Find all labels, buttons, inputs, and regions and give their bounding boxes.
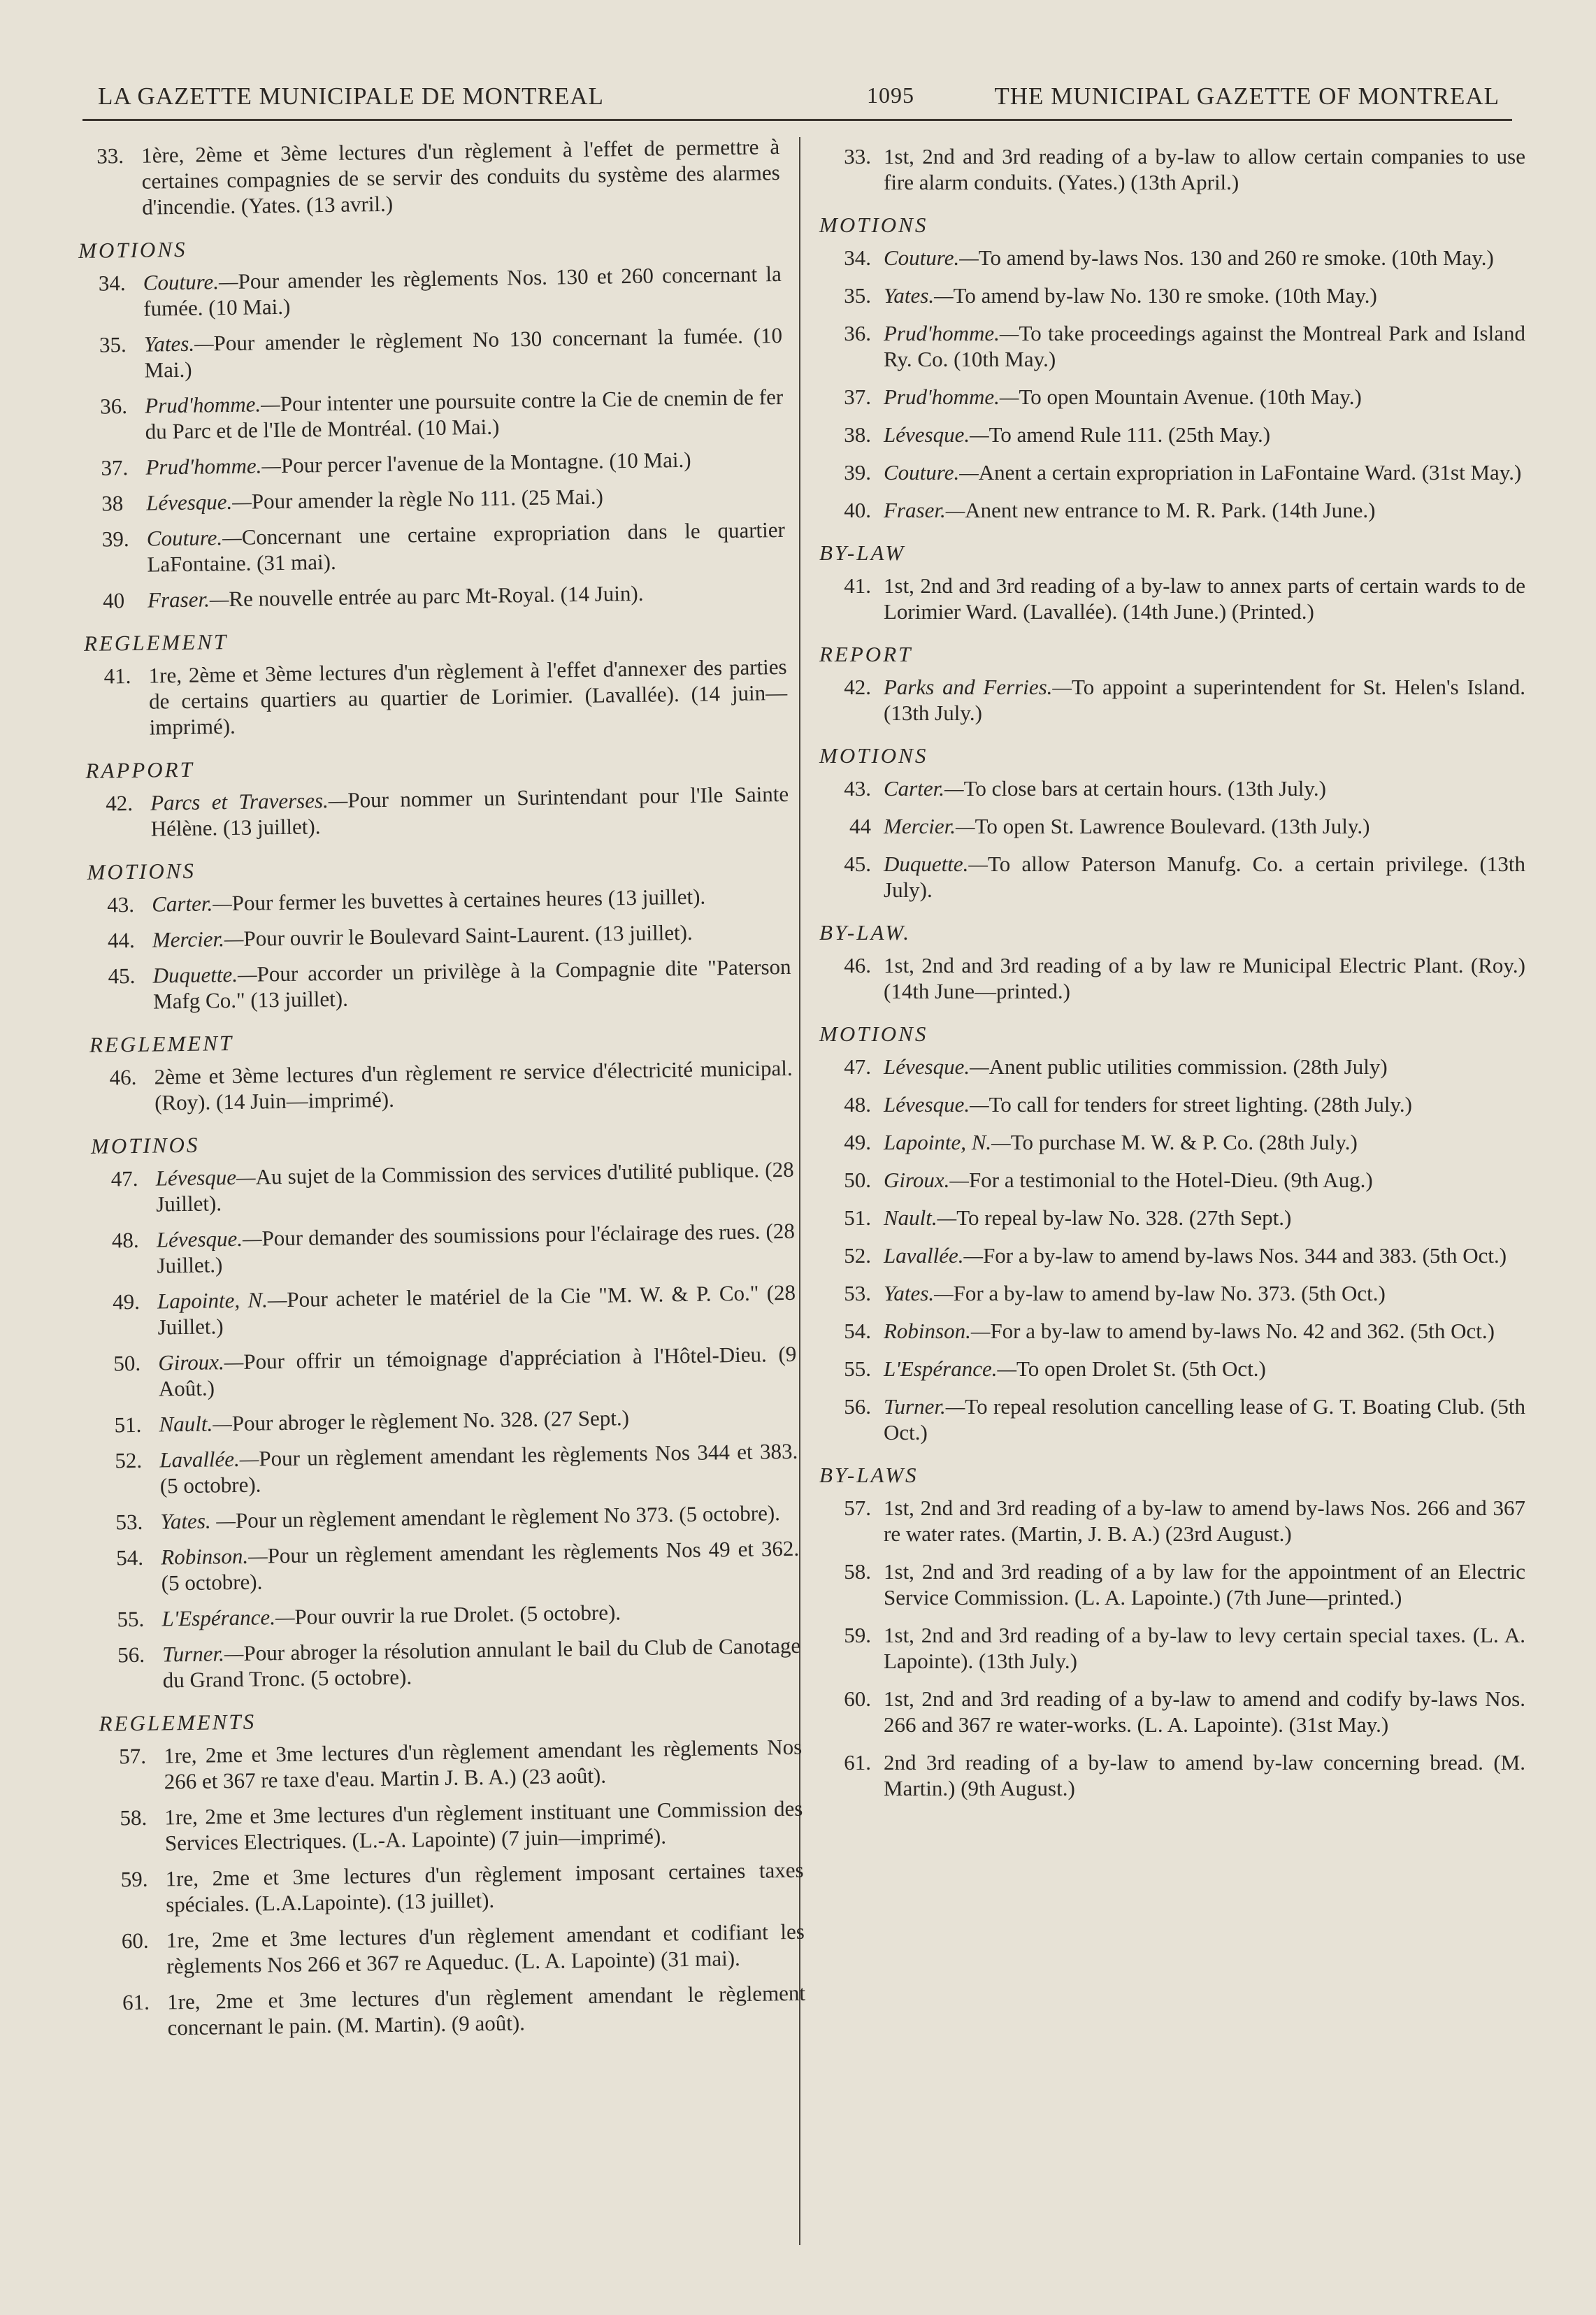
agenda-item: [819, 1242, 1525, 1268]
item-body: 1re, 2me et 3me lectures d'un règlement amendant et codifiant les règlements Nos 266 et 367 re Aqueduc. (L. A. Lapointe) (31 mai).: [166, 1919, 805, 1979]
item-number: 46.: [844, 953, 871, 977]
item-text: [884, 775, 1525, 801]
item-text: [884, 1749, 1525, 1801]
item-body: Pour accorder un privilège à la Compagnie dite "Paterson Mafg Co." (13 juillet).: [152, 954, 791, 1014]
item-body: To open St. Lawrence Boulevard. (13th July.): [975, 814, 1370, 838]
item-body: 1re, 2me et 3me lectures d'un règlement instituant une Commission des Services Electriques. (L.-A. Lapointe) (7 juin—imprimé).: [164, 1796, 803, 1856]
item-number: 43.: [106, 891, 135, 917]
agenda-item: [101, 1857, 804, 1919]
item-body: Pour percer l'avenue de la Montagne. (10 Mai.): [280, 447, 691, 478]
item-text: [145, 445, 784, 480]
item-number: 49.: [112, 1289, 141, 1314]
agenda-item: [819, 1091, 1525, 1117]
item-number: 48.: [111, 1227, 139, 1253]
item-text: [884, 1167, 1525, 1193]
item-number: 56.: [117, 1642, 145, 1668]
item-body: Re nouvelle entrée au parc Mt-Royal. (14 Juin).: [229, 580, 644, 612]
item-number: 40: [102, 588, 125, 613]
item-lead: Nault.—: [884, 1205, 957, 1230]
item-body: Pour amender le règlement No 130 concernant la fumée. (10 Mai.): [144, 322, 783, 382]
item-lead: Turner.—: [884, 1394, 965, 1419]
item-text: [155, 1156, 794, 1217]
item-text: [147, 517, 786, 578]
agenda-item: [92, 1218, 796, 1280]
item-text: [161, 1535, 800, 1596]
agenda-item: [97, 1597, 800, 1633]
agenda-item: [819, 1558, 1525, 1610]
item-lead: Prud'homme.—: [145, 391, 280, 418]
item-body: 1st, 2nd and 3rd reading of a by-law to annex parts of certain wards to de Lorimier Ward. (Lavallée). (14th June.) (Printed.): [884, 573, 1525, 624]
item-body: For a testimonial to the Hotel-Dieu. (9th Aug.): [969, 1168, 1373, 1192]
section-heading: RAPPORT: [85, 757, 195, 783]
item-text: [144, 322, 783, 383]
item-number: 36.: [844, 321, 871, 345]
item-number: 51.: [114, 1412, 142, 1438]
item-number: 51.: [844, 1205, 871, 1230]
agenda-item: [91, 1156, 794, 1218]
item-number: 36.: [100, 394, 128, 419]
item-text: [884, 459, 1525, 485]
item-lead: Robinson.—: [160, 1543, 268, 1570]
item-number: 44: [849, 814, 871, 838]
item-number: 55.: [844, 1356, 871, 1381]
section-heading: MOTIONS: [87, 858, 196, 884]
page-number: 1095: [867, 83, 914, 108]
agenda-item: [819, 245, 1525, 271]
agenda-item: [819, 775, 1525, 801]
item-text: [162, 1633, 801, 1693]
item-number: 52.: [844, 1243, 871, 1268]
item-body: To appoint a superintendent for St. Helen's Island. (13th July.): [884, 675, 1525, 725]
item-body: Pour ouvrir le Boulevard Saint-Laurent. (13 juillet).: [243, 919, 693, 951]
item-body: To purchase M. W. & P. Co. (28th July.): [1010, 1130, 1358, 1154]
item-text: [158, 1341, 797, 1402]
agenda-item: [819, 573, 1525, 624]
item-text: [146, 481, 784, 516]
item-lead: Lévesque.—: [145, 489, 252, 515]
agenda-item: [819, 1622, 1525, 1674]
item-number: 60.: [844, 1686, 871, 1711]
item-number: 37.: [844, 385, 871, 409]
item-text: [148, 654, 787, 740]
item-number: 50.: [844, 1168, 871, 1192]
agenda-item: [93, 1280, 796, 1341]
item-body: For a by-law to amend by-laws No. 42 and 362. (5th Oct.): [990, 1319, 1495, 1343]
item-body: Pour un règlement amendant les règlements Nos 49 et 362. (5 octobre).: [161, 1535, 800, 1596]
item-body: Pour offrir un témoignage d'appréciation à l'Hôtel-Dieu. (9 Août.): [158, 1341, 797, 1401]
item-number: 41.: [103, 663, 131, 689]
item-number: 57.: [118, 1743, 147, 1769]
section-heading: MOTIONS: [819, 213, 928, 237]
item-body: Pour ouvrir la rue Drolet. (5 octobre).: [294, 1600, 621, 1629]
item-body: To allow Paterson Manufg. Co. a certain privilege. (13th July).: [884, 852, 1525, 902]
item-body: 2nd 3rd reading of a by-law to amend by-law concerning bread. (M. Martin.) (9th August.): [884, 1750, 1525, 1800]
item-body: Pour abroger le règlement No. 328. (27 Sept.): [231, 1405, 630, 1436]
agenda-item: [819, 1054, 1525, 1080]
section-heading: BY-LAW: [819, 540, 906, 565]
item-lead: Carter.—: [884, 776, 964, 801]
agenda-item: [819, 1318, 1525, 1344]
item-number: 33.: [844, 144, 871, 169]
agenda-item: [99, 1734, 803, 1796]
item-text: [157, 1218, 796, 1279]
item-body: To close bars at certain hours. (13th July.): [963, 776, 1326, 801]
agenda-item: [819, 1205, 1525, 1231]
item-lead: Yates.—: [884, 1281, 954, 1305]
section-heading: REPORT: [819, 642, 913, 666]
item-lead: Duquette.—: [152, 961, 257, 988]
agenda-item: [87, 882, 790, 918]
agenda-item: [819, 1356, 1525, 1382]
agenda-item: [103, 1980, 806, 2042]
agenda-item: [819, 952, 1525, 1004]
item-number: 53.: [115, 1509, 143, 1535]
item-number: 61.: [122, 1989, 150, 2015]
agenda-item: [102, 1919, 805, 1980]
agenda-item: [96, 1500, 798, 1535]
item-text: [148, 578, 786, 613]
agenda-item: [819, 674, 1525, 726]
agenda-item: [819, 320, 1525, 372]
item-text: [884, 1356, 1525, 1382]
agenda-item: [81, 445, 784, 481]
section-heading: MOTIONS: [819, 743, 928, 768]
item-lead: Duquette.—: [884, 852, 988, 876]
item-number: 42.: [105, 790, 134, 816]
item-number: 49.: [844, 1130, 871, 1154]
item-number: 35.: [844, 283, 871, 308]
item-text: [884, 1129, 1525, 1155]
item-body: 1st, 2nd and 3rd reading of a by law re Municipal Electric Plant. (Roy.) (14th June—printed.): [884, 953, 1525, 1003]
item-number: 59.: [844, 1623, 871, 1647]
item-number: 57.: [844, 1496, 871, 1520]
item-number: 37.: [101, 455, 129, 480]
item-body: 1re, 2me et 3me lectures d'un règlement imposant certaines taxes spéciales. (L.A.Lapointe). (13 juillet).: [165, 1857, 804, 1917]
item-lead: Lapointe, N.—: [884, 1130, 1011, 1154]
item-number: 60.: [121, 1928, 149, 1954]
item-lead: L'Espérance.—: [161, 1604, 295, 1631]
item-text: [884, 497, 1525, 523]
agenda-item: [88, 918, 791, 954]
item-body: 1ère, 2ème et 3ème lectures d'un règlement à l'effet de permettre à certaines compagnies de se servir des conduits du système des alarmes d'incendie. (Yates. (13 avril.): [141, 134, 780, 220]
agenda-item: [86, 781, 789, 843]
agenda-item: [819, 1393, 1525, 1445]
header-title-english: THE MUNICIPAL GAZETTE OF MONTREAL: [994, 83, 1500, 110]
item-lead: Prud'homme.—: [884, 385, 1019, 409]
agenda-item: [84, 654, 787, 741]
item-lead: Lavallée.—: [159, 1446, 259, 1472]
item-text: [166, 1919, 805, 1979]
item-lead: Parcs et Traverses.—: [150, 787, 348, 815]
item-body: 1re, 2ème et 3ème lectures d'un règlement à l'effet d'annexer des parties de certains quartiers au quartier de Lorimier. (Lavallée). (14 juin—imprimé).: [148, 654, 788, 740]
item-body: 1st, 2nd and 3rd reading of a by-law to amend by-laws Nos. 266 and 367 re water rates. (Martin, J. B. A.) (23rd August.): [884, 1496, 1525, 1546]
item-lead: Couture.—: [146, 524, 242, 551]
item-number: 41.: [844, 573, 871, 598]
item-body: Pour un règlement amendant les règlements Nos 344 et 383. (5 octobre).: [159, 1438, 798, 1498]
item-lead: Prud'homme.—: [145, 452, 282, 480]
item-number: 47.: [110, 1166, 138, 1191]
item-body: 1re, 2me et 3me lectures d'un règlement amendant le règlement concernant le pain. (M. Martin). (9 août).: [166, 1980, 806, 2040]
section-heading: MOTIONS: [819, 1022, 928, 1046]
item-lead: Lévesque.—: [884, 1054, 989, 1079]
agenda-item: [94, 1341, 797, 1403]
agenda-item: [80, 322, 783, 384]
agenda-item: [100, 1796, 803, 1857]
item-text: [150, 781, 789, 842]
item-body: Pour abroger la résolution annulant le bail du Club de Canotage du Grand Tronc. (5 octobre).: [162, 1633, 801, 1693]
french-column: [77, 134, 806, 2051]
item-number: 45.: [844, 852, 871, 876]
item-lead: Couture.—: [143, 268, 238, 295]
header-rule: [82, 119, 1512, 121]
item-text: [159, 1438, 798, 1499]
item-body: To amend by-law No. 130 re smoke. (10th May.): [953, 283, 1377, 308]
agenda-item: [819, 1749, 1525, 1801]
item-body: 2ème et 3ème lectures d'un règlement re service d'électricité municipal. (Roy). (14 Juin—imprimé).: [154, 1055, 793, 1115]
item-lead: Lévesque.—: [884, 1092, 989, 1117]
item-lead: Lévesque.—: [884, 422, 989, 447]
item-lead: L'Espérance.—: [884, 1356, 1017, 1381]
item-text: [884, 1558, 1525, 1610]
item-number: 38.: [844, 422, 871, 447]
item-lead: Robinson.—: [884, 1319, 991, 1343]
agenda-item: [95, 1438, 798, 1500]
item-text: [141, 134, 780, 220]
item-number: 52.: [115, 1447, 143, 1473]
item-text: [145, 384, 784, 445]
agenda-item: [819, 1280, 1525, 1306]
item-number: 46.: [109, 1064, 137, 1090]
agenda-item: [819, 1167, 1525, 1193]
item-text: [884, 1280, 1525, 1306]
agenda-item: [819, 1495, 1525, 1547]
agenda-item: [88, 954, 791, 1015]
agenda-item: [819, 459, 1525, 485]
item-lead: Yates.—: [143, 331, 214, 357]
item-body: To repeal resolution cancelling lease of G. T. Boating Club. (5th Oct.): [884, 1394, 1525, 1445]
item-body: To open Mountain Avenue. (10th May.): [1019, 385, 1362, 409]
item-lead: Fraser.—: [147, 587, 229, 612]
item-text: [167, 1980, 806, 2041]
item-number: 58.: [120, 1805, 148, 1830]
item-body: Pour un règlement amendant le règlement No 373. (5 octobre).: [235, 1500, 781, 1533]
agenda-item: [819, 1686, 1525, 1737]
item-lead: Mercier.—: [152, 926, 244, 952]
item-number: 44.: [107, 927, 135, 953]
item-text: [164, 1796, 803, 1856]
item-number: 45.: [108, 963, 136, 989]
item-number: 56.: [844, 1394, 871, 1419]
item-lead: Giroux.—: [158, 1349, 244, 1375]
agenda-item: [819, 497, 1525, 523]
item-number: 47.: [844, 1054, 871, 1079]
item-body: To open Drolet St. (5th Oct.): [1016, 1356, 1266, 1381]
item-text: [884, 1054, 1525, 1080]
item-number: 54.: [844, 1319, 871, 1343]
page-header: [98, 83, 1500, 117]
agenda-item: [80, 384, 784, 445]
item-lead: Yates. —: [160, 1508, 236, 1534]
item-text: [884, 851, 1525, 903]
item-lead: Nault.—: [159, 1411, 233, 1437]
item-number: 40.: [844, 498, 871, 522]
item-lead: Turner.—: [161, 1640, 244, 1667]
item-body: 1st, 2nd and 3rd reading of a by-law to levy certain special taxes. (L. A. Lapointe). (13th July.): [884, 1623, 1525, 1673]
item-lead: Lévesque.—: [156, 1226, 262, 1252]
section-heading: REGLEMENT: [89, 1030, 234, 1057]
item-text: [884, 1205, 1525, 1231]
item-text: [884, 1495, 1525, 1547]
item-body: Anent a certain expropriation in LaFontaine Ward. (31st May.): [978, 460, 1522, 485]
agenda-item: [89, 1055, 793, 1117]
item-lead: Lapointe, N.—: [157, 1286, 287, 1314]
item-lead: Parks and Ferries.—: [884, 675, 1072, 699]
item-body: Anent new entrance to M. R. Park. (14th June.): [965, 498, 1376, 522]
item-number: 35.: [99, 332, 127, 357]
item-text: [884, 1318, 1525, 1344]
item-body: Concernant une certaine expropriation dans le quartier LaFontaine. (31 mai).: [147, 517, 786, 577]
item-number: 39.: [844, 460, 871, 485]
agenda-item: [819, 851, 1525, 903]
item-number: 61.: [844, 1750, 871, 1775]
item-text: [884, 384, 1525, 410]
item-text: [164, 1734, 803, 1795]
item-text: [884, 1686, 1525, 1737]
section-heading: BY-LAWS: [819, 1463, 919, 1487]
item-number: 34.: [844, 245, 871, 270]
item-text: [884, 1622, 1525, 1674]
item-body: 1st, 2nd and 3rd reading of a by-law to allow certain companies to use fire alarm conduits. (Yates.) (13th April.): [884, 144, 1525, 194]
item-body: Anent public utilities commission. (28th July): [988, 1054, 1388, 1079]
item-body: To amend by-laws Nos. 130 and 260 re smoke. (10th May.): [978, 245, 1494, 270]
agenda-item: [819, 422, 1525, 447]
item-lead: Giroux.—: [884, 1168, 969, 1192]
item-body: Pour nommer un Surintendant pour l'Ile Sainte Hélène. (13 juillet).: [150, 781, 789, 841]
item-body: Au sujet de la Commission des services d'utilité publique. (28 Juillet).: [155, 1156, 794, 1217]
agenda-item: [82, 517, 786, 578]
item-text: [884, 573, 1525, 624]
item-number: 34.: [98, 271, 126, 296]
header-title-french: LA GAZETTE MUNICIPALE DE MONTREAL: [98, 83, 604, 110]
agenda-item: [98, 1633, 801, 1694]
item-body: To call for tenders for street lighting. (28th July.): [988, 1092, 1412, 1117]
item-body: 1st, 2nd and 3rd reading of a by-law to amend and codify by-laws Nos. 266 and 367 re water-works. (L. A. Lapointe). (31st May.): [884, 1686, 1525, 1737]
item-number: 59.: [120, 1866, 148, 1892]
item-body: Pour demander des soumissions pour l'éclairage des rues. (28 Juillet.): [157, 1218, 796, 1278]
item-body: To amend Rule 111. (25th May.): [988, 422, 1271, 447]
item-text: [884, 1393, 1525, 1445]
agenda-item: [96, 1535, 800, 1597]
item-text: [152, 918, 791, 953]
item-text: [884, 245, 1525, 271]
item-number: 55.: [117, 1606, 145, 1632]
agenda-item: [83, 578, 786, 614]
agenda-item: [819, 813, 1525, 839]
item-lead: Carter.—: [151, 891, 232, 917]
item-number: 42.: [844, 675, 871, 699]
item-number: 53.: [844, 1281, 871, 1305]
item-body: For a by-law to amend by-laws Nos. 344 and 383. (5th Oct.): [983, 1243, 1507, 1268]
item-number: 33.: [96, 143, 124, 169]
agenda-item: [819, 384, 1525, 410]
item-body: Pour acheter le matériel de la Cie "M. W. & P. Co." (28 Juillet.): [157, 1280, 796, 1340]
item-text: [884, 282, 1525, 308]
section-heading: BY-LAW.: [819, 920, 911, 945]
item-lead: Fraser.—: [884, 498, 965, 522]
item-body: 1re, 2me et 3me lectures d'un règlement amendant les règlements Nos 266 et 367 re taxe d'eau. Martin J. B. A.) (23 août).: [163, 1734, 803, 1794]
agenda-item: [82, 481, 784, 517]
item-text: [884, 1091, 1525, 1117]
item-text: [884, 320, 1525, 372]
item-text: [143, 261, 782, 322]
item-text: [884, 422, 1525, 447]
item-body: Pour fermer les buvettes à certaines heures (13 juillet).: [231, 884, 706, 916]
agenda-item: [94, 1403, 797, 1438]
item-body: For a by-law to amend by-law No. 373. (5th Oct.): [953, 1281, 1386, 1305]
item-text: [884, 813, 1525, 839]
item-lead: Lévesque—: [155, 1164, 256, 1191]
item-number: 50.: [113, 1350, 141, 1376]
item-body: Pour amender la règle No 111. (25 Mai.): [251, 484, 604, 514]
agenda-item: [819, 1129, 1525, 1155]
item-text: [159, 1403, 797, 1438]
item-lead: Yates.—: [884, 283, 954, 308]
section-heading: REGLEMENTS: [99, 1709, 257, 1736]
item-body: To repeal by-law No. 328. (27th Sept.): [956, 1205, 1292, 1230]
item-text: [165, 1857, 804, 1918]
agenda-item: [819, 143, 1525, 195]
item-text: [884, 952, 1525, 1004]
english-column: [819, 143, 1525, 1813]
item-text: [154, 1055, 793, 1116]
item-body: Pour intenter une poursuite contre la Cie de cnemin de fer du Parc et de l'Ile de Montréal. (10 Mai.): [145, 384, 784, 444]
item-text: [152, 954, 791, 1015]
item-number: 54.: [116, 1544, 144, 1570]
item-text: [884, 674, 1525, 726]
item-lead: Prud'homme.—: [884, 321, 1019, 345]
item-number: 43.: [844, 776, 871, 801]
item-lead: Mercier.—: [884, 814, 975, 838]
item-text: [160, 1500, 798, 1535]
item-text: [161, 1597, 800, 1632]
item-lead: Lavallée.—: [884, 1243, 984, 1268]
item-number: 58.: [844, 1559, 871, 1584]
agenda-item: [79, 261, 782, 322]
section-heading: REGLEMENT: [83, 629, 229, 656]
item-text: [884, 1242, 1525, 1268]
agenda-item: [819, 282, 1525, 308]
item-text: [157, 1280, 796, 1340]
item-text: [152, 882, 790, 917]
item-number: 38: [101, 491, 124, 516]
item-body: 1st, 2nd and 3rd reading of a by law for the appointment of an Electric Service Commission. (L. A. Lapointe.) (7th June—printed.): [884, 1559, 1525, 1610]
item-lead: Couture.—: [884, 460, 979, 485]
item-lead: Couture.—: [884, 245, 979, 270]
section-heading: MOTIONS: [78, 236, 187, 263]
item-text: [884, 143, 1525, 195]
item-number: 39.: [101, 526, 129, 552]
item-body: Pour amender les règlements Nos. 130 et 260 concernant la fumée. (10 Mai.): [143, 261, 782, 321]
section-heading: MOTINOS: [90, 1132, 200, 1159]
item-body: To take proceedings against the Montreal Park and Island Ry. Co. (10th May.): [884, 321, 1525, 371]
agenda-item: [77, 134, 780, 221]
item-number: 48.: [844, 1092, 871, 1117]
